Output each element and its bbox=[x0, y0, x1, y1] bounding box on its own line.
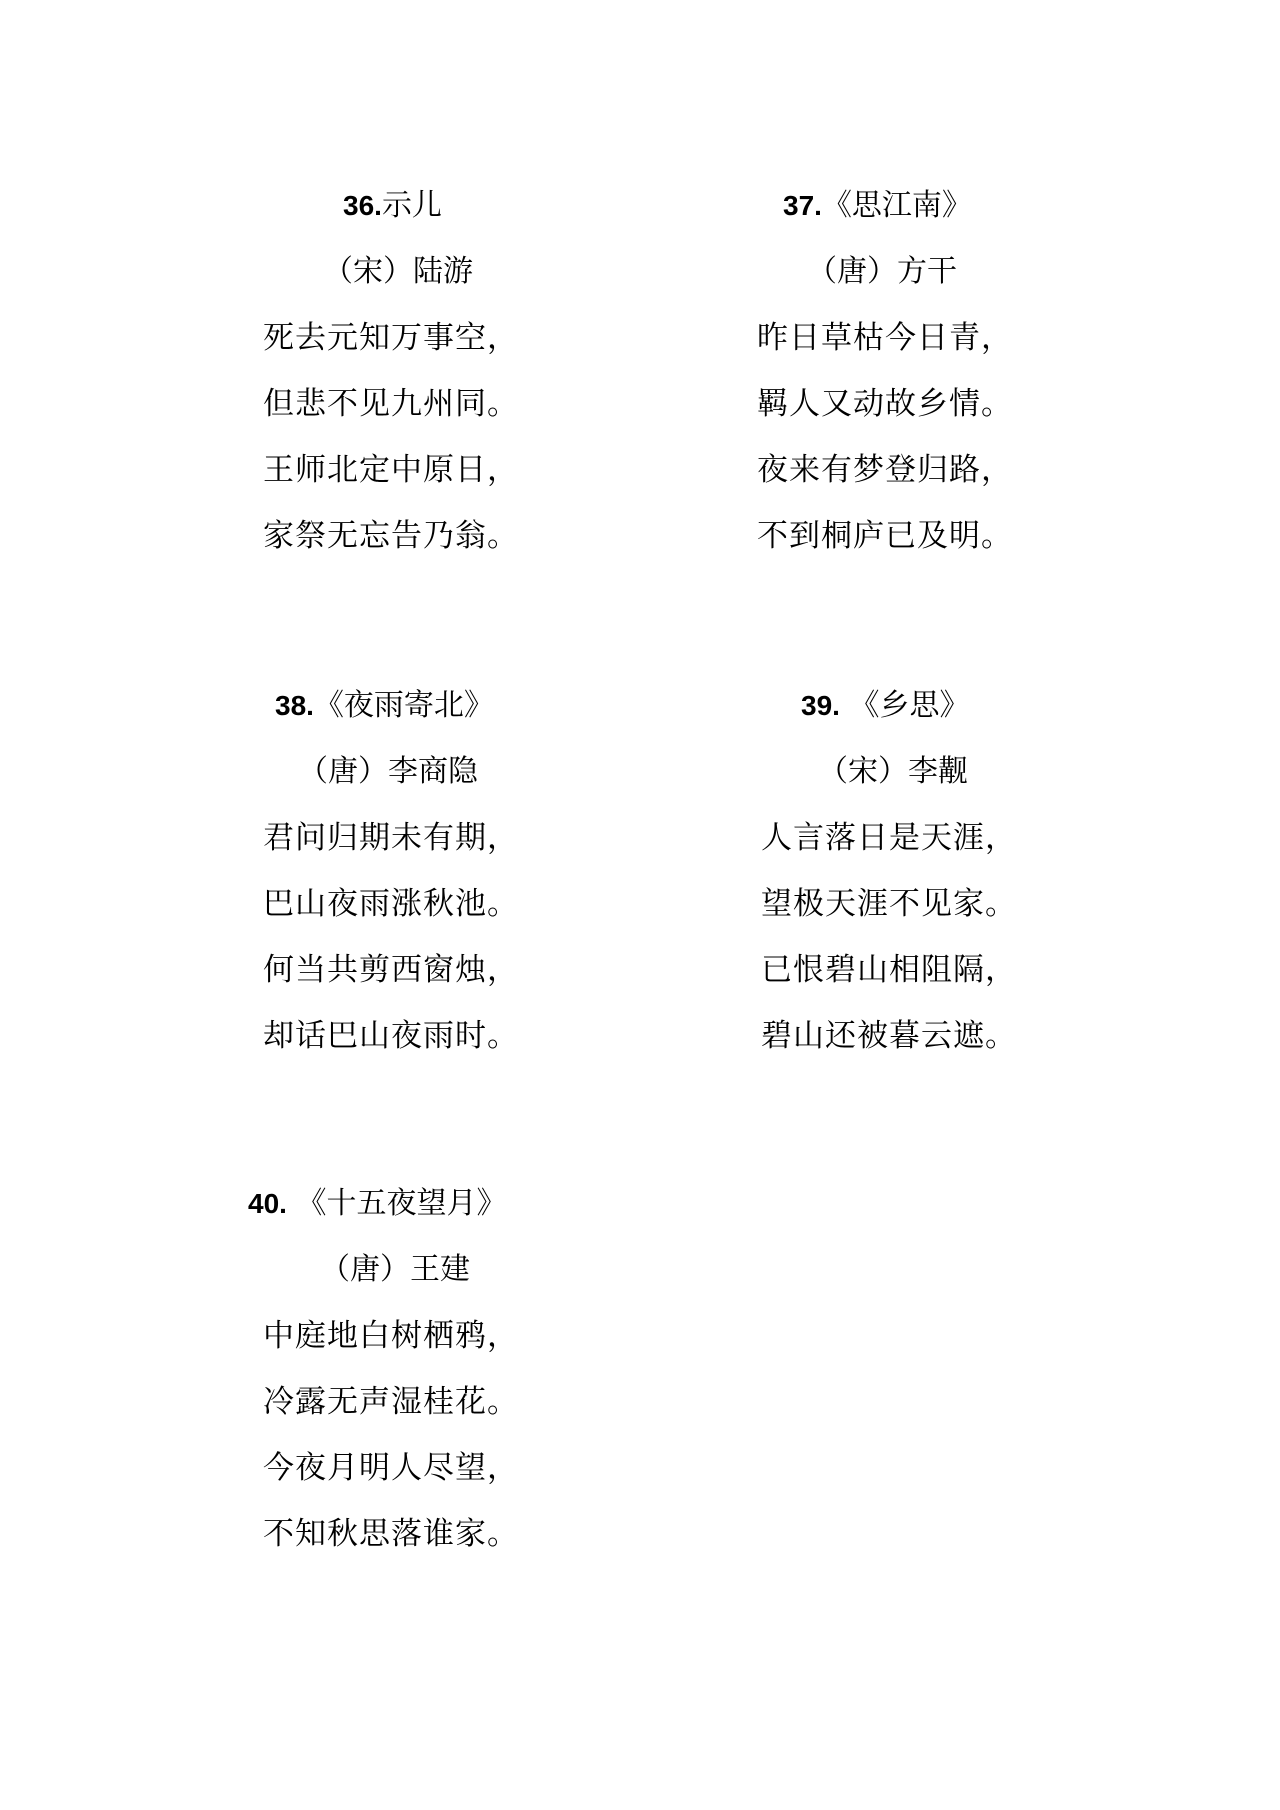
poem-number: 40. bbox=[248, 1188, 287, 1219]
poem-line: 中庭地白树栖鸦， bbox=[263, 1318, 519, 1354]
poem-title-text: 《思江南》 bbox=[821, 188, 972, 223]
poem-author: （唐）王建 bbox=[320, 1252, 470, 1287]
poem-number: 39. bbox=[801, 690, 840, 721]
poem-line: 却话巴山夜雨时。 bbox=[263, 1018, 519, 1054]
poem-line: 君问归期未有期， bbox=[263, 820, 519, 856]
poem-line: 家祭无忘告乃翁。 bbox=[263, 518, 519, 554]
poem-title-text: 示儿 bbox=[381, 188, 442, 223]
poem-38 bbox=[263, 686, 683, 1056]
poem-39 bbox=[761, 686, 1181, 1056]
poem-36 bbox=[263, 186, 683, 556]
poem-line: 碧山还被暮云遮。 bbox=[761, 1018, 1017, 1054]
poem-author: （唐）李商隐 bbox=[298, 754, 478, 789]
poem-line: 人言落日是天涯， bbox=[761, 820, 1017, 856]
poem-line: 但悲不见九州同。 bbox=[263, 386, 519, 422]
poem-line: 巴山夜雨涨秋池。 bbox=[263, 886, 519, 922]
poem-title-text: 《乡思》 bbox=[839, 688, 970, 723]
poem-number: 37. bbox=[783, 190, 822, 221]
poem-title bbox=[275, 686, 695, 726]
poem-line: 望极天涯不见家。 bbox=[761, 886, 1017, 922]
poem-line: 夜来有梦登归路， bbox=[757, 452, 1013, 488]
poem-line: 不到桐庐已及明。 bbox=[757, 518, 1013, 554]
poem-number: 36. bbox=[343, 190, 382, 221]
poem-title bbox=[801, 686, 1221, 726]
poem-line: 已恨碧山相阻隔， bbox=[761, 952, 1017, 988]
poem-line: 何当共剪西窗烛， bbox=[263, 952, 519, 988]
poem-line: 死去元知万事空， bbox=[263, 320, 519, 356]
poem-line: 羁人又动故乡情。 bbox=[757, 386, 1013, 422]
poem-author: （唐）方干 bbox=[807, 254, 957, 289]
poem-line: 冷露无声湿桂花。 bbox=[263, 1384, 519, 1420]
poem-title-text: 《十五夜望月》 bbox=[286, 1186, 507, 1221]
poem-line: 不知秋思落谁家。 bbox=[263, 1516, 519, 1552]
poem-line: 昨日草枯今日青， bbox=[757, 320, 1013, 356]
poem-author: （宋）陆游 bbox=[323, 254, 473, 289]
poem-title-text: 《夜雨寄北》 bbox=[313, 688, 494, 723]
poem-title bbox=[343, 186, 763, 226]
poem-number: 38. bbox=[275, 690, 314, 721]
poem-author: （宋）李觏 bbox=[818, 754, 968, 789]
poem-line: 王师北定中原日， bbox=[263, 452, 519, 488]
poem-line: 今夜月明人尽望， bbox=[263, 1450, 519, 1486]
poem-title bbox=[783, 186, 1203, 226]
poem-37 bbox=[757, 186, 1177, 556]
poem-40 bbox=[248, 1184, 683, 1554]
poem-title bbox=[248, 1184, 668, 1224]
